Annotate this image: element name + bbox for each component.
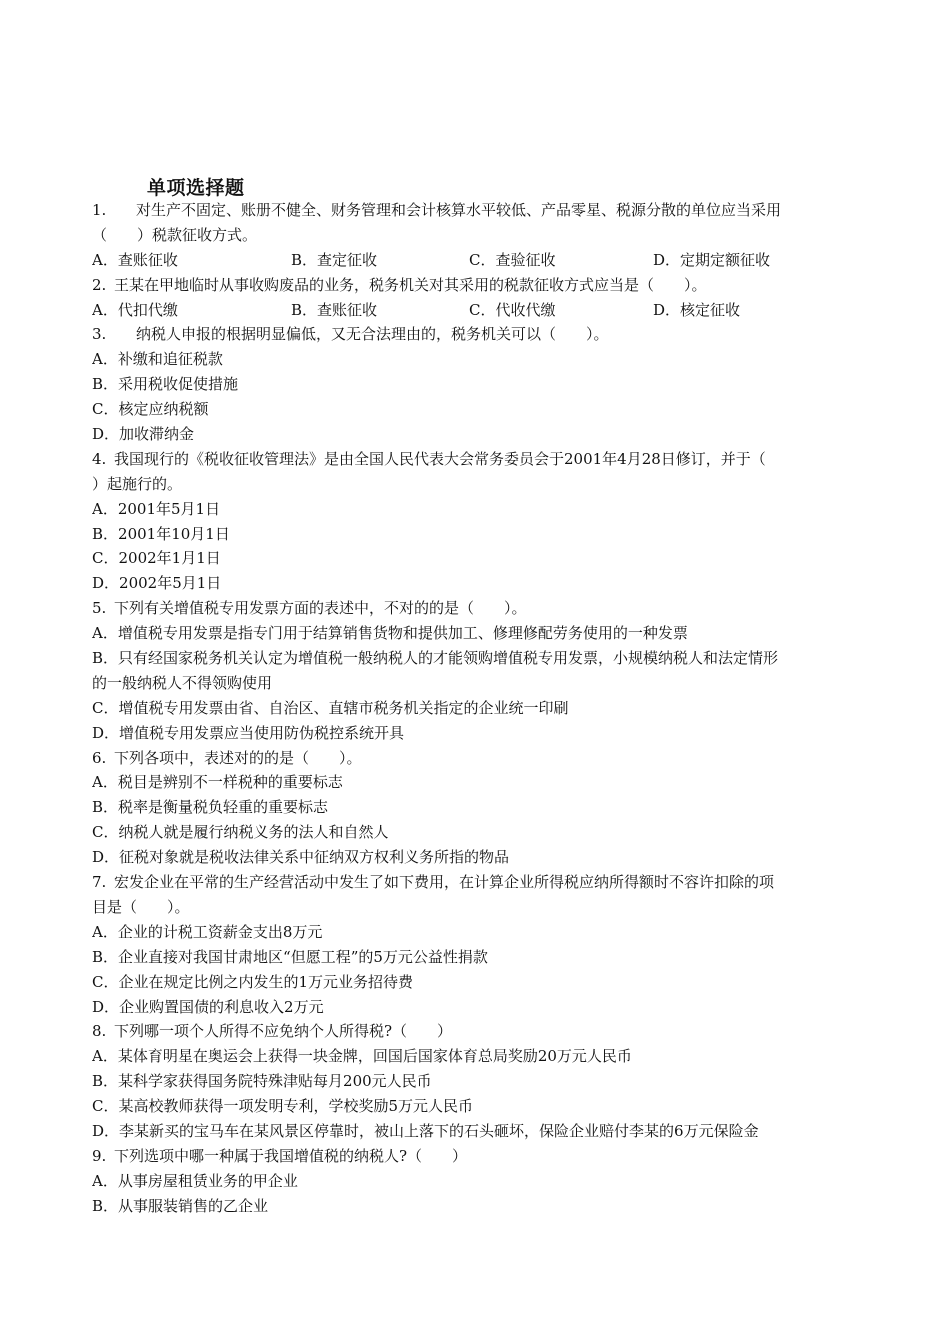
option-c: C．2002年1月1日 xyxy=(92,549,221,568)
question-number: 1. xyxy=(92,201,107,219)
question-1-stem-cont: （ ）税款征收方式。 xyxy=(92,225,258,244)
option-a: A．某体育明星在奥运会上获得一块金牌，回国后国家体育总局奖励20万元人民币 xyxy=(92,1047,632,1066)
question-number: 9. xyxy=(92,1146,107,1165)
question-6-stem: 6. 下列各项中，表述对的的是（ ）。 xyxy=(92,746,860,771)
option-b: B．2001年10月1日 xyxy=(92,524,230,543)
option-b: B．采用税收促使措施 xyxy=(92,375,239,394)
option-b: B．企业直接对我国甘肃地区“但愿工程”的5万元公益性捐款 xyxy=(92,947,488,966)
option-b-cont: 的一般纳税人不得领购使用 xyxy=(92,673,273,692)
option-d: D．征税对象就是税收法律关系中征纳双方权利义务所指的物品 xyxy=(92,848,510,867)
option-c: C．查验征收 xyxy=(469,250,556,269)
question-5-stem: 5. 下列有关增值税专用发票方面的表述中，不对的的是（ ）。 xyxy=(92,596,860,621)
question-2-options xyxy=(92,298,860,323)
question-number: 8. xyxy=(92,1022,107,1041)
question-4-stem: 4. 我国现行的《税收征收管理法》是由全国人民代表大会常务委员会于2001年4月28日修订，并于（ xyxy=(92,447,860,472)
option-c: C．企业在规定比例之内发生的1万元业务招待费 xyxy=(92,972,414,991)
option-c: C．核定应纳税额 xyxy=(92,400,209,419)
option-b: B．税率是衡量税负轻重的重要标志 xyxy=(92,798,329,817)
question-8-stem: 8. 下列哪一项个人所得不应免纳个人所得税?（ ） xyxy=(92,1019,860,1044)
option-b: B．查定征收 xyxy=(291,250,378,269)
option-b: B．只有经国家税务机关认定为增值税一般纳税人的才能领购增值税专用发票，小规模纳税人和法定情形 xyxy=(92,649,779,668)
option-a: A．代扣代缴 xyxy=(92,300,178,319)
question-1-stem: 1. 对生产不固定、账册不健全、财务管理和会计核算水平较低、产品零星、税源分散的单位应当采用 xyxy=(92,198,860,223)
question-4-stem-cont: ）起施行的。 xyxy=(92,474,183,493)
question-number: 6. xyxy=(92,748,107,767)
section-title: 单项选择题 xyxy=(147,177,245,199)
option-d: D．2002年5月1日 xyxy=(92,574,222,593)
option-c: C．增值税专用发票由省、自治区、直辖市税务机关指定的企业统一印刷 xyxy=(92,698,569,717)
question-list xyxy=(92,198,860,1219)
question-9-stem: 9. 下列选项中哪一种属于我国增值税的纳税人?（ ） xyxy=(92,1144,860,1169)
question-7-stem-cont: 目是（ ）。 xyxy=(92,897,190,916)
option-d: D．李某新买的宝马车在某风景区停靠时，被山上落下的石头砸坏，保险企业赔付李某的6万元保险金 xyxy=(92,1121,759,1140)
option-a: A．补缴和追征税款 xyxy=(92,350,223,369)
option-d: D．增值税专用发票应当使用防伪税控系统开具 xyxy=(92,723,405,742)
option-c: C．代收代缴 xyxy=(469,300,556,319)
option-a: A．增值税专用发票是指专门用于结算销售货物和提供加工、修理修配劳务使用的一种发票 xyxy=(92,624,688,643)
option-d: D．加收滞纳金 xyxy=(92,425,195,444)
question-7-stem: 7. 宏发企业在平常的生产经营活动中发生了如下费用，在计算企业所得税应纳所得额时不容许扣除的项 xyxy=(92,870,860,895)
option-c: C．纳税人就是履行纳税义务的法人和自然人 xyxy=(92,823,389,842)
question-number: 7. xyxy=(92,873,107,892)
option-d: D．定期定额征收 xyxy=(653,250,771,269)
question-number: 4. xyxy=(92,449,107,468)
option-d: D．核定征收 xyxy=(653,300,741,319)
question-number: 3. xyxy=(92,325,107,344)
question-number: 5. xyxy=(92,599,107,618)
option-a: A．税目是辨别不一样税种的重要标志 xyxy=(92,773,343,792)
option-a: A．查账征收 xyxy=(92,250,178,269)
question-number: 2. xyxy=(92,275,107,294)
option-b: B．某科学家获得国务院特殊津贴每月200元人民币 xyxy=(92,1072,432,1091)
question-3-stem: 3. 纳税人申报的根据明显偏低，又无合法理由的，税务机关可以（ ）。 xyxy=(92,322,860,347)
option-c: C．某高校教师获得一项发明专利，学校奖励5万元人民币 xyxy=(92,1097,474,1116)
option-d: D．企业购置国债的利息收入2万元 xyxy=(92,997,324,1016)
option-b: B．查账征收 xyxy=(291,300,378,319)
option-b: B．从事服装销售的乙企业 xyxy=(92,1196,269,1215)
question-1-options xyxy=(92,248,860,273)
question-2-stem: 2. 王某在甲地临时从事收购废品的业务，税务机关对其采用的税款征收方式应当是（ ）。 xyxy=(92,273,860,298)
option-a: A．企业的计税工资薪金支出8万元 xyxy=(92,922,323,941)
option-a: A．2001年5月1日 xyxy=(92,499,221,518)
option-a: A．从事房屋租赁业务的甲企业 xyxy=(92,1171,298,1190)
